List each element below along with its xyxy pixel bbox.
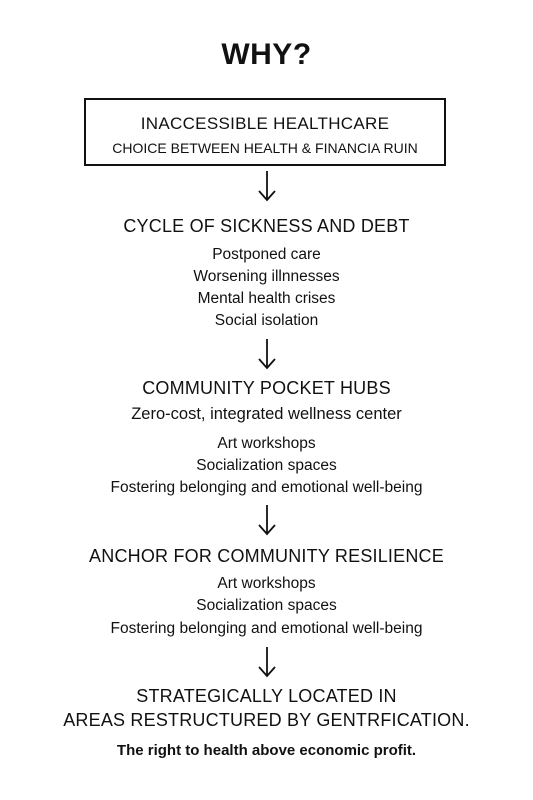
- closing-statement: The right to health above economic profit.: [116, 742, 417, 759]
- anchor-item: Socialization spaces: [196, 597, 337, 614]
- arrow-down-icon: [257, 338, 277, 370]
- hubs-subheading: Zero-cost, integrated wellness center: [131, 405, 402, 423]
- anchor-item: Art workshops: [217, 575, 316, 592]
- cycle-item: Postponed care: [212, 246, 321, 263]
- arrow-down-icon: [257, 646, 277, 678]
- cycle-item: Mental health crises: [197, 290, 336, 307]
- cycle-item: Social isolation: [214, 312, 319, 329]
- hubs-item: Fostering belonging and emotional well-being: [110, 479, 423, 496]
- section-heading-anchor: ANCHOR FOR COMMUNITY RESILIENCE: [89, 546, 444, 566]
- arrow-down-icon: [257, 170, 277, 202]
- location-line1: STRATEGICALLY LOCATED IN: [136, 686, 397, 706]
- section-heading-hubs: COMMUNITY POCKET HUBS: [142, 378, 391, 398]
- arrow-down-icon: [257, 504, 277, 536]
- problem-box: [84, 98, 446, 166]
- hubs-item: Art workshops: [217, 435, 316, 452]
- problem-box-line1: INACCESSIBLE HEALTHCARE: [140, 114, 390, 133]
- section-heading-cycle: CYCLE OF SICKNESS AND DEBT: [123, 216, 410, 236]
- cycle-item: Worsening illnnesses: [193, 268, 340, 285]
- problem-box-line2: CHOICE BETWEEN HEALTH & FINANCIA RUIN: [112, 140, 418, 156]
- page-title: WHY?: [221, 38, 312, 71]
- anchor-item: Fostering belonging and emotional well-being: [110, 620, 423, 637]
- location-line2: AREAS RESTRUCTURED BY GENTRFICATION.: [63, 710, 470, 730]
- hubs-item: Socialization spaces: [196, 457, 337, 474]
